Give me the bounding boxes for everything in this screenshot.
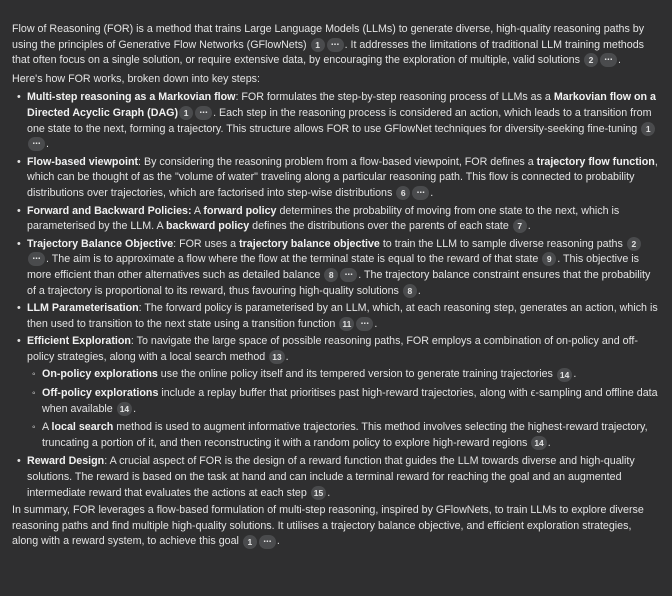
summary-text-2: .	[276, 535, 280, 548]
citation-13[interactable]: 13	[269, 350, 284, 364]
more-citations-button[interactable]: ...	[259, 535, 276, 549]
citation-8[interactable]: 8	[403, 284, 417, 298]
list-item-flow-viewpoint	[27, 155, 660, 202]
more-citations-button[interactable]: ...	[412, 186, 429, 200]
term: Markovian flow on a Directed Acyclic Graph (DAG)	[27, 91, 657, 119]
term: Trajectory Balance Objective	[27, 237, 174, 250]
item-text: include a replay buffer that prioritises past high-reward trajectories, along with ϵ-sampling and offline data when available	[42, 387, 658, 415]
citation-14[interactable]: 14	[531, 436, 546, 450]
intro-paragraph	[12, 22, 660, 69]
citation-14[interactable]: 14	[557, 368, 572, 382]
citation-7[interactable]: 7	[513, 219, 527, 233]
term: trajectory flow function	[536, 155, 655, 168]
more-citations-button[interactable]: ...	[340, 268, 357, 282]
citation-6[interactable]: 6	[396, 186, 410, 200]
item-text: : A crucial aspect of FOR is the design of a reward function that guides the LLM towards diverse and high-quality solutions. The reward is based on the task at hand and can include a terminal reward for reaching the goal and an augmented intermediate reward that evaluates the actions at each step	[27, 455, 635, 499]
list-item-llm-parameterisation	[27, 301, 660, 332]
item-text: .	[285, 350, 289, 363]
item-text: .	[430, 186, 434, 199]
item-text: A	[42, 421, 52, 434]
term: local search	[51, 421, 114, 434]
summary-text: In summary, FOR leverages a flow-based formulation of multi-step reasoning, inspired by GFlowNets, to train LLMs to explore diverse reasoning paths and find multiple high-quality solutions. It utilises a trajectory balance objective, and efficient exploration strategies, along with a reward system, to achieve this goal	[12, 504, 644, 548]
item-text: . The aim is to approximate a flow where the flow at the terminal state is equal to the reward of that state	[46, 253, 542, 266]
citation-1[interactable]: 1	[641, 122, 655, 136]
item-text: .	[327, 486, 331, 499]
more-citations-button[interactable]: ...	[600, 53, 617, 67]
item-text: . The trajectory balance constraint ensures that the probability of a trajectory is proportional to its reward, thus favouring high-quality solutions	[27, 268, 651, 297]
list-item-markovian-flow	[27, 90, 660, 152]
item-text: to train the LLM to sample diverse reasoning paths	[379, 237, 626, 250]
item-text: : The forward policy is parameterised by an LLM, which, at each reasoning step, generates an action, which is then used to transition to the next state using a transition function	[27, 302, 658, 330]
more-citations-button[interactable]: ...	[28, 252, 45, 266]
sublist-item-off-policy	[42, 386, 660, 417]
term: On-policy explorations	[42, 368, 158, 381]
more-citations-button[interactable]: ...	[195, 106, 212, 120]
citation-8[interactable]: 8	[324, 268, 338, 282]
term: Efficient Exploration	[27, 335, 131, 348]
citation-15[interactable]: 15	[311, 486, 326, 500]
item-text: : FOR uses a	[173, 237, 240, 250]
term: LLM Parameterisation	[27, 302, 139, 315]
term: trajectory balance objective	[239, 237, 380, 250]
citation-1[interactable]: 1	[243, 535, 257, 549]
intro-text: Flow of Reasoning (FOR) is a method that trains Large Language Models (LLMs) to generate diverse, high-quality reasoning paths by using the principles of Generative Flow Networks (GFlowNets)	[12, 23, 645, 51]
term: Off-policy explorations	[42, 387, 159, 400]
item-text: , which can be thought of as the "volume of water" traveling along a particular reasoning path. This flow is connected to probability distributions over trajectories, which are factorised into step-wise distributions	[27, 155, 658, 199]
item-text: . This objective is more efficient than other alternatives such as detailed balance	[27, 253, 640, 281]
sublist-item-on-policy	[42, 367, 660, 383]
more-citations-button[interactable]: ...	[327, 38, 344, 52]
list-item-reward-design	[27, 454, 660, 501]
term: Multi-step reasoning as a Markovian flow	[27, 91, 236, 104]
item-text: method is used to augment informative trajectories. This method involves selecting the highest-reward trajectory, truncating a portion of it, and then reconstructing it with a random policy to explore high-reward regions	[42, 421, 648, 449]
citation-2[interactable]: 2	[627, 237, 641, 251]
term: backward policy	[166, 220, 250, 233]
item-text: .	[374, 317, 378, 330]
item-text: . Each step in the reasoning process is considered an action, which leads to a transition from one state to the next, forming a trajectory. This structure allows FOR to use GFlowNet techniques for diversity-seeking fine-tuning	[27, 106, 652, 135]
item-text: A	[191, 204, 204, 217]
list-item-trajectory-balance	[27, 237, 660, 299]
citation-9[interactable]: 9	[542, 252, 556, 266]
item-text: .	[573, 368, 577, 381]
more-citations-button[interactable]: ...	[28, 137, 45, 151]
term: Flow-based viewpoint	[27, 155, 139, 168]
item-text: defines the distributions over the parents of each state	[249, 220, 512, 233]
steps-list	[12, 90, 660, 501]
citation-2[interactable]: 2	[584, 53, 598, 67]
item-text: .	[417, 284, 421, 297]
item-text: .	[527, 220, 531, 233]
citation-1[interactable]: 1	[179, 106, 193, 120]
summary-paragraph	[12, 503, 660, 550]
steps-heading: Here's how FOR works, broken down into key steps:	[12, 72, 260, 85]
citation-14[interactable]: 14	[117, 402, 132, 416]
item-text: : FOR formulates the step-by-step reasoning process of LLMs as a	[235, 91, 554, 104]
exploration-sublist	[27, 367, 660, 451]
item-text: : To navigate the large space of possible reasoning paths, FOR employs a combination of on-policy and off-policy strategies, along with a local search method	[27, 335, 638, 363]
term: forward policy	[203, 204, 277, 217]
more-citations-button[interactable]: ...	[356, 317, 373, 331]
item-text: : By considering the reasoning problem from a flow-based viewpoint, FOR defines a	[138, 155, 537, 168]
term: Forward and Backward Policies:	[27, 204, 192, 217]
item-text: .	[133, 402, 137, 415]
list-item-policies	[27, 204, 660, 235]
item-text: use the online policy itself and its tempered version to generate training trajectories	[157, 368, 556, 381]
intro-text-2: . It addresses the limitations of traditional LLM training methods that often focus on a single solution, or require extensive data, by encouraging the exploration of multiple, valid solutions	[12, 38, 644, 67]
term: Reward Design	[27, 455, 105, 468]
list-item-efficient-exploration	[27, 334, 660, 451]
citation-11[interactable]: 11	[339, 317, 354, 331]
citation-1[interactable]: 1	[311, 38, 325, 52]
item-text: determines the probability of moving from one state to the next, which is parameterised by the LLM. A	[27, 204, 620, 233]
item-text: .	[46, 138, 49, 151]
sublist-item-local-search	[42, 420, 660, 451]
intro-text-3: .	[617, 54, 621, 67]
item-text: .	[547, 436, 551, 449]
